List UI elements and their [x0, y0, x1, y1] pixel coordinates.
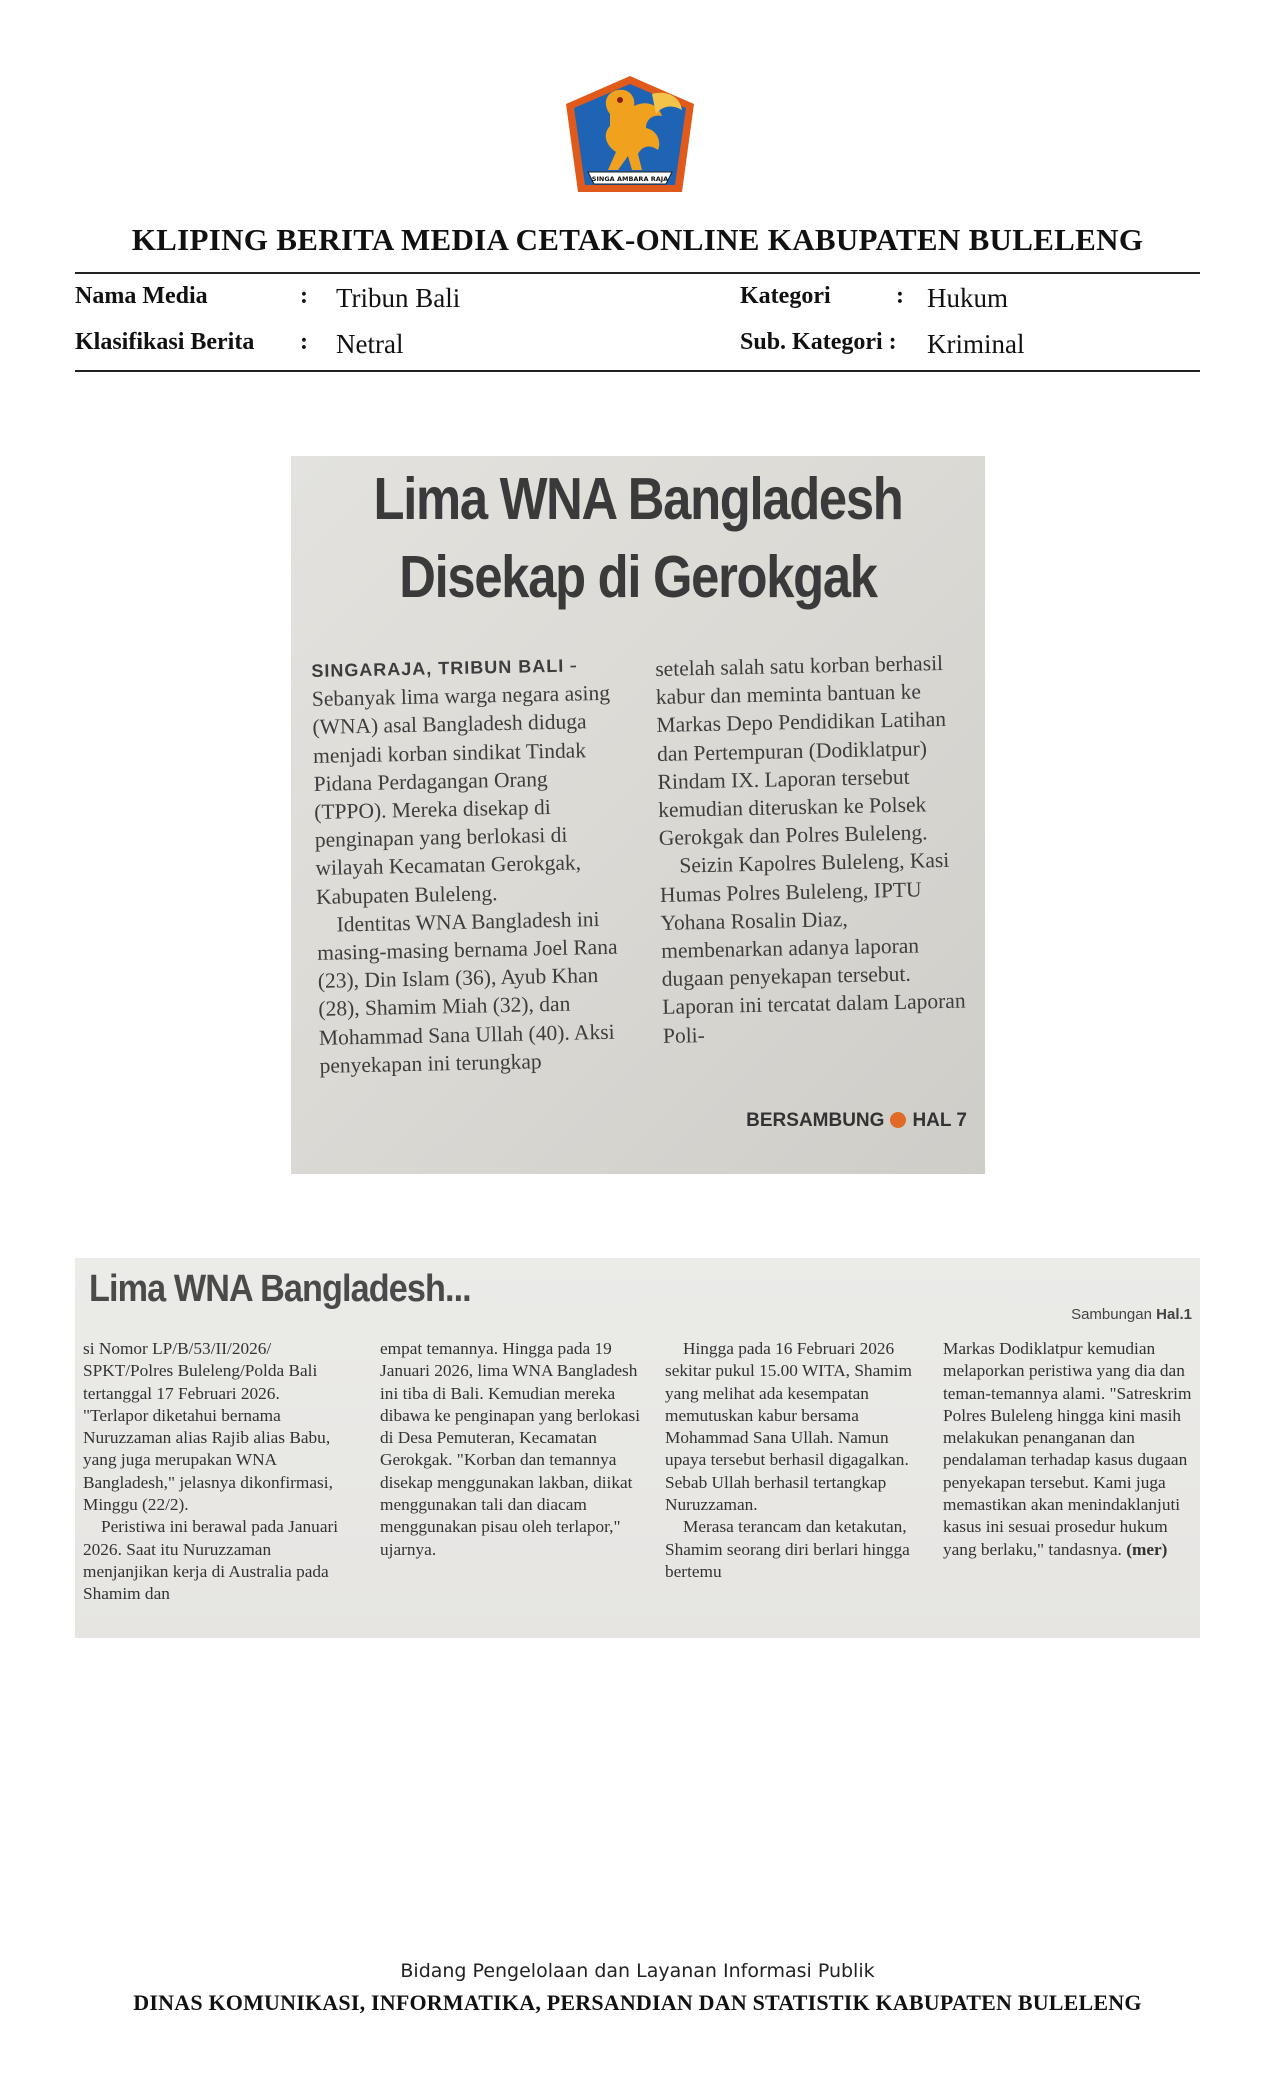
clip2-column-4 [943, 1338, 1200, 1561]
svg-text:SINGA AMBARA RAJA: SINGA AMBARA RAJA [591, 175, 669, 183]
news-clipping-continuation [75, 1258, 1200, 1638]
clip2-col1-paragraph-2: Peristiwa ini berawal pada Januari 2026. Saat itu Nuruzzaman menjanjikan kerja di Australia pada Shamim dan [83, 1517, 339, 1604]
nama-media-colon: : [300, 283, 308, 309]
klasifikasi-colon: : [300, 329, 308, 355]
clip2-author-sign: (mer) [1126, 1539, 1168, 1559]
clip2-column-3 [665, 1338, 927, 1583]
clip2-column-2 [380, 1338, 642, 1561]
nama-media-value: Tribun Bali [336, 283, 461, 313]
kategori-label: Kategori [740, 283, 831, 309]
footer-agency: DINAS KOMUNIKASI, INFORMATIKA, PERSANDIAN DAN STATISTIK KABUPATEN BULELENG [133, 1990, 1142, 2015]
clip2-col2-paragraph-1: empat temannya. Hingga pada 19 Januari 2026, lima WNA Bangladesh ini tiba di Bali. Kemudian mereka dibawa ke penginapan yang berlokasi di Desa Pemuteran, Kecamatan Gerokgak. "Korban dan temannya disekap menggunakan lakban, diikat menggunakan tali dan diacam menggunakan pisau oleh terlapor," ujarnya. [380, 1339, 641, 1559]
clip2-headline: Lima WNA Bangladesh... [89, 1268, 471, 1310]
arrow-icon [890, 1112, 906, 1128]
clip1-column-2 [655, 649, 973, 1050]
sambungan-label: Sambungan [1071, 1306, 1152, 1323]
sub-kategori-value: Kriminal [927, 329, 1025, 359]
continued-page: HAL 7 [912, 1110, 967, 1131]
footer-division: Bidang Pengelolaan dan Layanan Informasi Publik [400, 1960, 875, 1982]
kategori-colon: : [896, 283, 904, 309]
clip2-col1-paragraph-1: si Nomor LP/B/53/II/2026/ SPKT/Polres Buleleng/Polda Bali tertanggal 17 Februari 2026. "Terlapor diketahui bernama Nuruzzaman alias Rajib alias Babu, yang juga merupakan WNA Bangladesh," jelasnya dikonfirmasi, Minggu (22/2). [83, 1339, 333, 1515]
clip1-paragraph-2: Identitas WNA Bangladesh ini masing-masing bernama Joel Rana (23), Din Islam (36), Ayub Khan (28), Shamim Miah (32), dan Mohammad Sana Ullah (40). Aksi penyekapan ini terungkap [316, 906, 618, 1078]
buleleng-emblem-logo [562, 74, 698, 200]
clip1-continued-marker [746, 1110, 967, 1132]
clip2-col4-paragraph-1: Markas Dodiklatpur kemudian melaporkan peristiwa yang dia dan teman-temannya alami. "Satreskrim Polres Buleleng hingga kini masih melakukan penanganan dan pendalaman terhadap kasus dugaan penyekapan tersebut. Kami juga memastikan akan menindaklanjuti kasus ini sesuai prosedur hukum yang berlaku," tandasnya. [943, 1339, 1192, 1559]
continued-label: BERSAMBUNG [746, 1110, 885, 1131]
news-clipping-front [291, 456, 985, 1174]
nama-media-label: Nama Media [75, 283, 208, 309]
clip1-dateline: SINGARAJA, TRIBUN BALI [311, 655, 565, 681]
klasifikasi-value: Netral [336, 329, 404, 359]
header-bottom-rule [75, 370, 1200, 372]
clip2-sambungan [1071, 1306, 1192, 1323]
sambungan-page: Hal.1 [1156, 1306, 1192, 1323]
clip1-headline-line1: Lima WNA Bangladesh [373, 466, 903, 532]
clip1-paragraph-4: Seizin Kapolres Buleleng, Kasi Humas Polres Buleleng, IPTU Yohana Rosalin Diaz, membenarkan adanya laporan dugaan penyekapan tersebut. Laporan ini tercatat dalam Laporan Poli- [659, 848, 966, 1048]
klasifikasi-label: Klasifikasi Berita [75, 329, 255, 355]
header-top-rule [75, 272, 1200, 274]
clip1-headline-line2: Disekap di Gerokgak [399, 544, 877, 610]
clip1-paragraph-3: setelah salah satu korban berhasil kabur dan meminta bantuan ke Markas Depo Pendidikan Latihan dan Pertempuran (Dodiklatpur) Rindam IX. Laporan tersebut kemudian diteruskan ke Polsek Gerokgak dan Polres Buleleng. [655, 650, 947, 851]
clip1-column-1 [311, 650, 630, 1080]
clip2-col3-paragraph-2: Merasa terancam dan ketakutan, Shamim seorang diri berlari hingga bertemu [665, 1517, 910, 1581]
clip2-column-1 [83, 1338, 345, 1606]
sub-kategori-label: Sub. Kategori : [740, 329, 897, 355]
document-title: KLIPING BERITA MEDIA CETAK-ONLINE KABUPATEN BULELENG [131, 222, 1144, 257]
clip2-col3-paragraph-1: Hingga pada 16 Februari 2026 sekitar pukul 15.00 WITA, Shamim yang melihat ada kesempatan memutuskan kabur bersama Mohammad Sana Ullah. Namun upaya tersebut berhasil digagalkan. Sebab Ullah berhasil tertangkap Nuruzzaman. [665, 1339, 912, 1515]
clip1-lead-paragraph: - Sebanyak lima warga negara asing (WNA) asal Bangladesh diduga menjadi korban sindikat Tindak Pidana Perdagangan Orang (TPPO). Mereka disekap di penginapan yang berlokasi di wilayah Kecamatan Gerokgak, Kabupaten Buleleng. [311, 652, 611, 909]
kategori-value: Hukum [927, 283, 1008, 313]
